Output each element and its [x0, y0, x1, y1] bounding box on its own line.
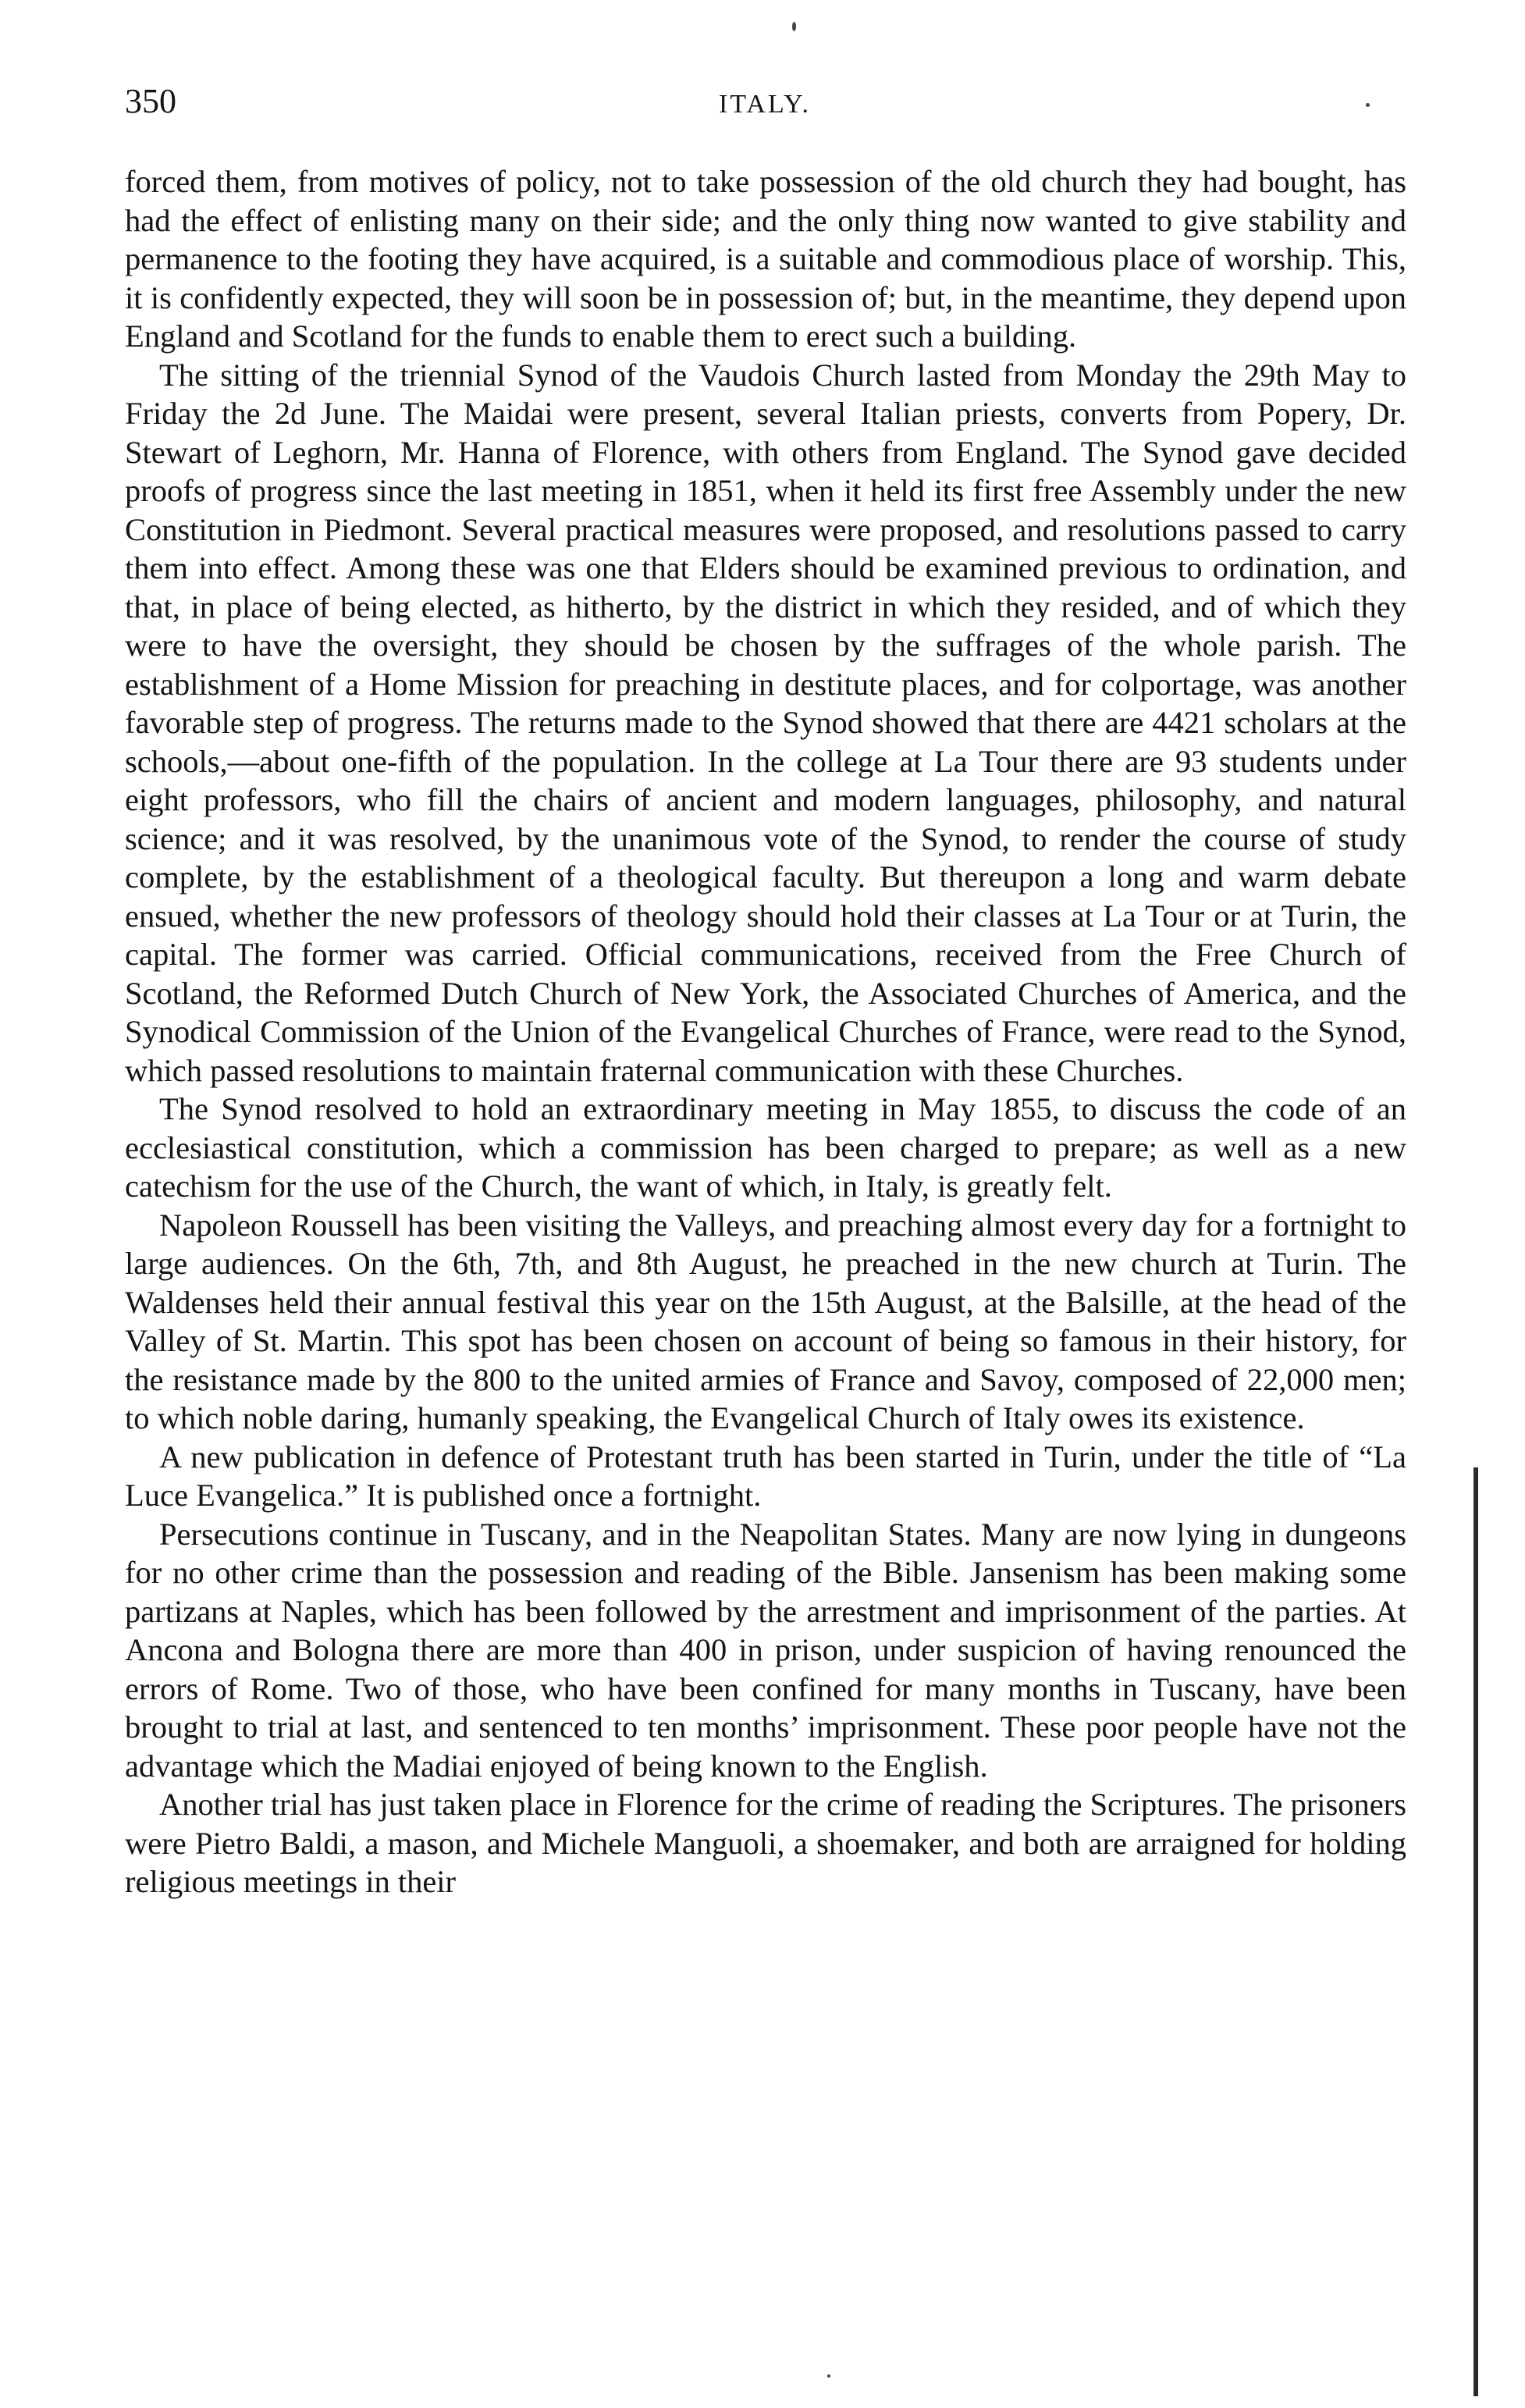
page-number: 350: [125, 82, 176, 120]
paragraph-continuation: forced them, from motives of policy, not to take possession of the old church they had bought, has had the effect of enlisting many on their side; and the only thing now wanted to give stability and permanence to the footing they have acquired, is a suitable and commodious place of worship. This, it is confidently expected, they will soon be in possession of; but, in the meantime, they depend upon England and Scotland for the funds to enable them to erect such a building.: [125, 164, 1406, 354]
paragraph-synod-sitting: The sitting of the triennial Synod of the Vaudois Church lasted from Monday the 29th May to Friday the 2d June. The Maidai were present, several Italian priests, converts from Popery, Dr. Stewart of Leghorn, Mr. Hanna of Florence, with others from England. The Synod gave decided proofs of progress since the last meeting in 1851, when it held its first free Assembly under the new Constitution in Piedmont. Several practical measures were proposed, and resolutions passed to carry them into effect. Among these was one that Elders should be examined previous to ordination, and that, in place of being elected, as hitherto, by the district in which they resided, and of which they were to have the oversight, they should be chosen by the suffrages of the whole parish. The establishment of a Home Mission for preaching in destitute places, and for colportage, was another favorable step of progress. The returns made to the Synod showed that there are 4421 scholars at the schools,—about one-fifth of the population. In the college at La Tour there are 93 students under eight professors, who fill the chairs of ancient and modern languages, philosophy, and natural science; and it was resolved, by the unanimous vote of the Synod, to render the course of study complete, by the establishment of a theological faculty. But thereupon a long and warm debate ensued, whether the new professors of theology should hold their classes at La Tour or at Turin, the capital. The former was carried. Official communications, received from the Free Church of Scotland, the Reformed Dutch Church of New York, the Associated Churches of America, and the Synodical Commission of the Union of the Evangelical Churches of France, were read to the Synod, which passed resolutions to maintain fraternal communication with these Churches.: [125, 357, 1406, 1088]
scan-speck: [792, 22, 796, 31]
scan-speck: [827, 2374, 830, 2378]
running-head: ITALY.: [719, 90, 811, 119]
paragraph-napoleon-roussell: Napoleon Roussell has been visiting the Valleys, and preaching almost every day for a fortnight to large audiences. On the 6th, 7th, and 8th August, he preached in the new church at Turin. The Waldenses held their annual festival this year on the 15th August, at the Balsille, at the head of the Valley of St. Martin. This spot has been chosen on account of being so famous in their history, for the resistance made by the 800 to the united armies of France and Savoy, composed of 22,000 men; to which noble daring, humanly speaking, the Evangelical Church of Italy owes its existence.: [125, 1207, 1406, 1435]
paragraph-extraordinary-meeting: The Synod resolved to hold an extraordinary meeting in May 1855, to discuss the code of an ecclesiastical constitution, which a commission has been charged to prepare; as well as a new catechism for the use of the Church, the want of which, in Italy, is greatly felt.: [125, 1091, 1406, 1204]
paragraph-another-trial: Another trial has just taken place in Florence for the crime of reading the Scriptures. The prisoners were Pietro Baldi, a mason, and Michele Manguoli, a shoemaker, and both are arraigned for holding religious meetings in their: [125, 1787, 1406, 1899]
paragraph-persecutions: Persecutions continue in Tuscany, and in the Neapolitan States. Many are now lying in dungeons for no other crime than the possession and reading of the Bible. Jansenism has been making some partizans at Naples, which has been followed by the arrestment and imprisonment of the parties. At Ancona and Bologna there are more than 400 in prison, under suspicion of having renounced the errors of Rome. Two of those, who have been confined for many months in Tuscany, have been brought to trial at last, and sentenced to ten months’ imprisonment. These poor people have not the advantage which the Madiai enjoyed of being known to the English.: [125, 1516, 1406, 1784]
paragraph-new-publication: A new publication in defence of Protestant truth has been started in Turin, under the title of “La Luce Evangelica.” It is published once a fortnight.: [125, 1439, 1406, 1513]
scan-edge-shadow: [1473, 1467, 1478, 2396]
body-text: [125, 162, 1406, 1901]
page-header: [125, 78, 1405, 140]
scan-speck: [1366, 103, 1370, 107]
